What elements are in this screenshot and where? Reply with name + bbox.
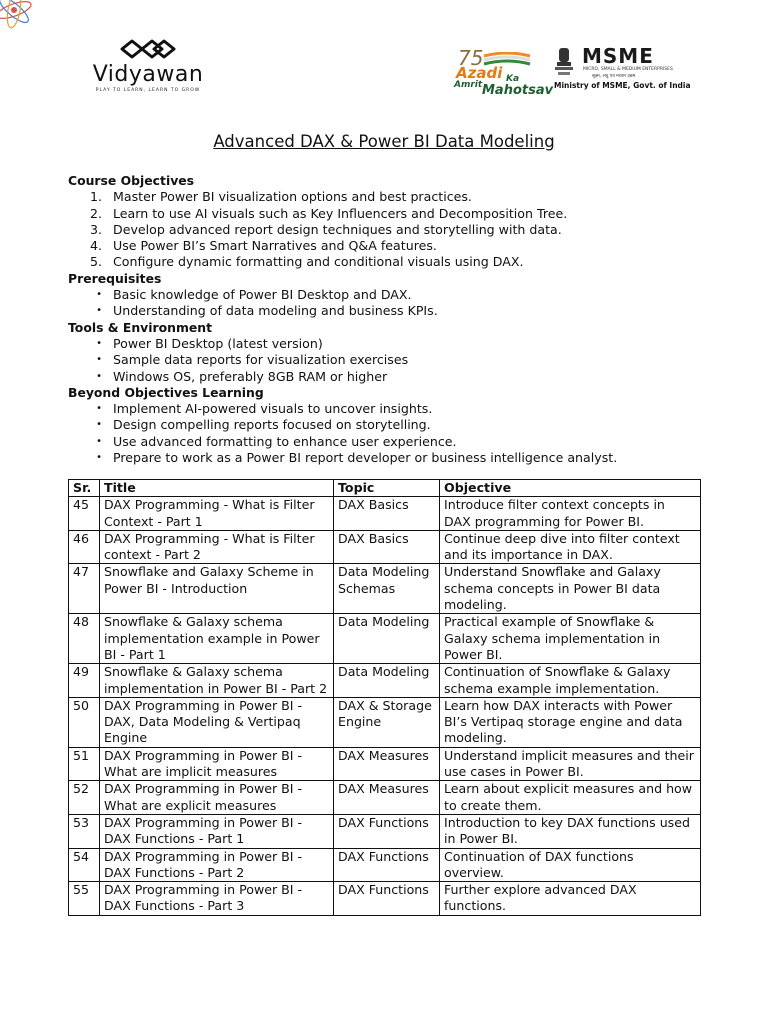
cell-title: Snowflake & Galaxy schema implementation in Power BI - Part 2 bbox=[100, 664, 334, 698]
beyond-objectives-heading: Beyond Objectives Learning bbox=[68, 384, 264, 400]
table-row bbox=[69, 747, 701, 781]
msme-logo bbox=[552, 44, 691, 96]
course-objectives-heading: Course Objectives bbox=[68, 173, 195, 188]
cell-sr: 53 bbox=[69, 814, 100, 848]
list-item-text: Implement AI-powered visuals to uncover insights. bbox=[113, 401, 433, 417]
list-item-text: Master Power BI visualization options and best practices. bbox=[113, 189, 472, 205]
list-item-text: Sample data reports for visualization exercises bbox=[113, 352, 409, 368]
bullet-marker: • bbox=[96, 403, 102, 415]
bullet-marker: • bbox=[96, 354, 102, 366]
list-item-text: Power BI Desktop (latest version) bbox=[113, 335, 323, 351]
list-item-text: Configure dynamic formatting and conditional visuals using DAX. bbox=[113, 254, 524, 270]
cell-sr: 52 bbox=[69, 781, 100, 815]
azadi-mahotsav: Mahotsav bbox=[482, 83, 554, 98]
table-row bbox=[69, 530, 701, 564]
tools-list bbox=[68, 336, 708, 385]
cell-sr: 51 bbox=[69, 747, 100, 781]
msme-ministry: Ministry of MSME, Govt. of India bbox=[554, 81, 691, 90]
table-row bbox=[69, 882, 701, 916]
list-item-text: Use Power BI’s Smart Narratives and Q&A features. bbox=[113, 238, 437, 254]
azadi-number: 75 bbox=[458, 46, 484, 70]
header bbox=[0, 0, 768, 110]
cell-objective: Continuation of Snowflake & Galaxy schema example implementation. bbox=[440, 664, 701, 698]
cell-title: DAX Programming in Power BI - DAX, Data Modeling & Vertipaq Engine bbox=[100, 697, 334, 747]
bullet-marker: • bbox=[96, 370, 102, 382]
cell-title: DAX Programming - What is Filter context - Part 2 bbox=[100, 530, 334, 564]
cell-objective: Introduce filter context concepts in DAX programming for Power BI. bbox=[440, 497, 701, 531]
cell-objective: Understand Snowflake and Galaxy schema concepts in Power BI data modeling. bbox=[440, 564, 701, 614]
cell-objective: Learn how DAX interacts with Power BI’s Vertipaq storage engine and data modeling. bbox=[440, 697, 701, 747]
list-item bbox=[68, 287, 708, 303]
bullet-marker: • bbox=[96, 452, 102, 464]
cell-topic: DAX Measures bbox=[334, 781, 440, 815]
list-item-text: Windows OS, preferably 8GB RAM or higher bbox=[113, 368, 388, 384]
header-objective: Objective bbox=[440, 480, 701, 497]
cell-title: DAX Programming in Power BI - What are explicit measures bbox=[100, 781, 334, 815]
cell-title: DAX Programming - What is Filter Context - Part 1 bbox=[100, 497, 334, 531]
table-row bbox=[69, 697, 701, 747]
list-item-text: Use advanced formatting to enhance user experience. bbox=[113, 433, 457, 449]
prerequisites-list bbox=[68, 287, 708, 320]
table-row bbox=[69, 781, 701, 815]
azadi-ka: Ka bbox=[506, 74, 520, 84]
cell-topic: Data Modeling bbox=[334, 614, 440, 664]
cell-title: Snowflake and Galaxy Scheme in Power BI - Introduction bbox=[100, 564, 334, 614]
cell-sr: 55 bbox=[69, 882, 100, 916]
list-item-text: Basic knowledge of Power BI Desktop and DAX. bbox=[113, 287, 412, 303]
course-table bbox=[68, 479, 701, 916]
azadi-ka-amrit-mahotsav-logo bbox=[452, 46, 554, 98]
list-item-text: Design compelling reports focused on storytelling. bbox=[113, 417, 431, 433]
tools-heading: Tools & Environment bbox=[68, 319, 212, 335]
table-row bbox=[69, 564, 701, 614]
list-item bbox=[68, 369, 708, 385]
cell-objective: Further explore advanced DAX functions. bbox=[440, 882, 701, 916]
cell-sr: 50 bbox=[69, 697, 100, 747]
vidyawan-logo bbox=[78, 38, 218, 98]
vidyawan-name: Vidyawan bbox=[92, 62, 204, 87]
header-title: Title bbox=[100, 480, 334, 497]
msme-word: MSME bbox=[582, 44, 654, 68]
list-item bbox=[68, 417, 708, 433]
list-item-text: Develop advanced report design techniques and storytelling with data. bbox=[113, 221, 562, 237]
beyond-objectives-list bbox=[68, 401, 708, 466]
cell-topic: Data Modeling bbox=[334, 664, 440, 698]
table-row bbox=[69, 664, 701, 698]
azadi-amrit: Amrit bbox=[454, 80, 483, 90]
list-item bbox=[68, 303, 708, 319]
cell-objective: Practical example of Snowflake & Galaxy schema implementation in Power BI. bbox=[440, 614, 701, 664]
table-row bbox=[69, 848, 701, 882]
bullet-marker: • bbox=[96, 289, 102, 301]
bullet-marker: • bbox=[96, 419, 102, 431]
cell-objective: Continue deep dive into filter context and its importance in DAX. bbox=[440, 530, 701, 564]
cell-topic: DAX Functions bbox=[334, 814, 440, 848]
cell-title: DAX Programming in Power BI - DAX Functions - Part 1 bbox=[100, 814, 334, 848]
bullet-marker: • bbox=[96, 305, 102, 317]
cell-topic: Data Modeling Schemas bbox=[334, 564, 440, 614]
list-item bbox=[68, 450, 708, 466]
header-sr: Sr. bbox=[69, 480, 100, 497]
list-item bbox=[68, 336, 708, 352]
cell-sr: 48 bbox=[69, 614, 100, 664]
cell-topic: DAX Basics bbox=[334, 530, 440, 564]
vidyawan-tagline: PLAY TO LEARN, LEARN TO GROW bbox=[95, 88, 201, 93]
cell-title: DAX Programming in Power BI - What are implicit measures bbox=[100, 747, 334, 781]
cell-topic: DAX Functions bbox=[334, 848, 440, 882]
list-item bbox=[68, 222, 708, 238]
msme-subtitle: MICRO, SMALL & MEDIUM ENTERPRISES bbox=[583, 67, 673, 72]
cell-topic: DAX & Storage Engine bbox=[334, 697, 440, 747]
table-row bbox=[69, 814, 701, 848]
vidyawan-mark-icon bbox=[118, 38, 178, 60]
cell-title: DAX Programming in Power BI - DAX Functions - Part 3 bbox=[100, 882, 334, 916]
cell-sr: 49 bbox=[69, 664, 100, 698]
list-item bbox=[68, 238, 708, 254]
table-header-row bbox=[69, 480, 701, 497]
table-row bbox=[69, 614, 701, 664]
cell-sr: 46 bbox=[69, 530, 100, 564]
cell-title: DAX Programming in Power BI - DAX Functions - Part 2 bbox=[100, 848, 334, 882]
header-topic: Topic bbox=[334, 480, 440, 497]
cell-topic: DAX Measures bbox=[334, 747, 440, 781]
course-info bbox=[68, 173, 708, 466]
cell-topic: DAX Functions bbox=[334, 882, 440, 916]
azadi-word: Azadi bbox=[456, 64, 503, 82]
bullet-marker: • bbox=[96, 435, 102, 447]
cell-objective: Understand implicit measures and their use cases in Power BI. bbox=[440, 747, 701, 781]
course-objectives-list bbox=[68, 189, 708, 270]
table-row bbox=[69, 497, 701, 531]
list-item bbox=[68, 189, 708, 205]
list-item bbox=[68, 434, 708, 450]
number-marker: 4. bbox=[89, 238, 102, 254]
msme-hindi: सूक्ष्म, लघु एवं मध्यम उद्यम bbox=[592, 74, 636, 79]
cell-topic: DAX Basics bbox=[334, 497, 440, 531]
list-item-text: Prepare to work as a Power BI report developer or business intelligence analyst. bbox=[113, 450, 618, 466]
list-item-text: Learn to use AI visuals such as Key Influencers and Decomposition Tree. bbox=[113, 205, 568, 221]
page-title: Advanced DAX & Power BI Data Modeling bbox=[213, 132, 555, 151]
cell-objective: Introduction to key DAX functions used in Power BI. bbox=[440, 814, 701, 848]
number-marker: 5. bbox=[89, 254, 102, 270]
cell-sr: 47 bbox=[69, 564, 100, 614]
cell-objective: Learn about explicit measures and how to create them. bbox=[440, 781, 701, 815]
cell-title: Snowflake & Galaxy schema implementation example in Power BI - Part 1 bbox=[100, 614, 334, 664]
list-item bbox=[68, 254, 708, 270]
number-marker: 1. bbox=[89, 189, 102, 205]
number-marker: 2. bbox=[89, 205, 102, 221]
table-body bbox=[69, 497, 701, 915]
prerequisites-heading: Prerequisites bbox=[68, 270, 162, 286]
list-item bbox=[68, 401, 708, 417]
cell-sr: 54 bbox=[69, 848, 100, 882]
bullet-marker: • bbox=[96, 337, 102, 349]
cell-objective: Continuation of DAX functions overview. bbox=[440, 848, 701, 882]
national-emblem-icon bbox=[552, 46, 576, 78]
list-item bbox=[68, 352, 708, 368]
list-item-text: Understanding of data modeling and business KPIs. bbox=[113, 303, 438, 319]
list-item bbox=[68, 206, 708, 222]
number-marker: 3. bbox=[89, 221, 102, 237]
cell-sr: 45 bbox=[69, 497, 100, 531]
